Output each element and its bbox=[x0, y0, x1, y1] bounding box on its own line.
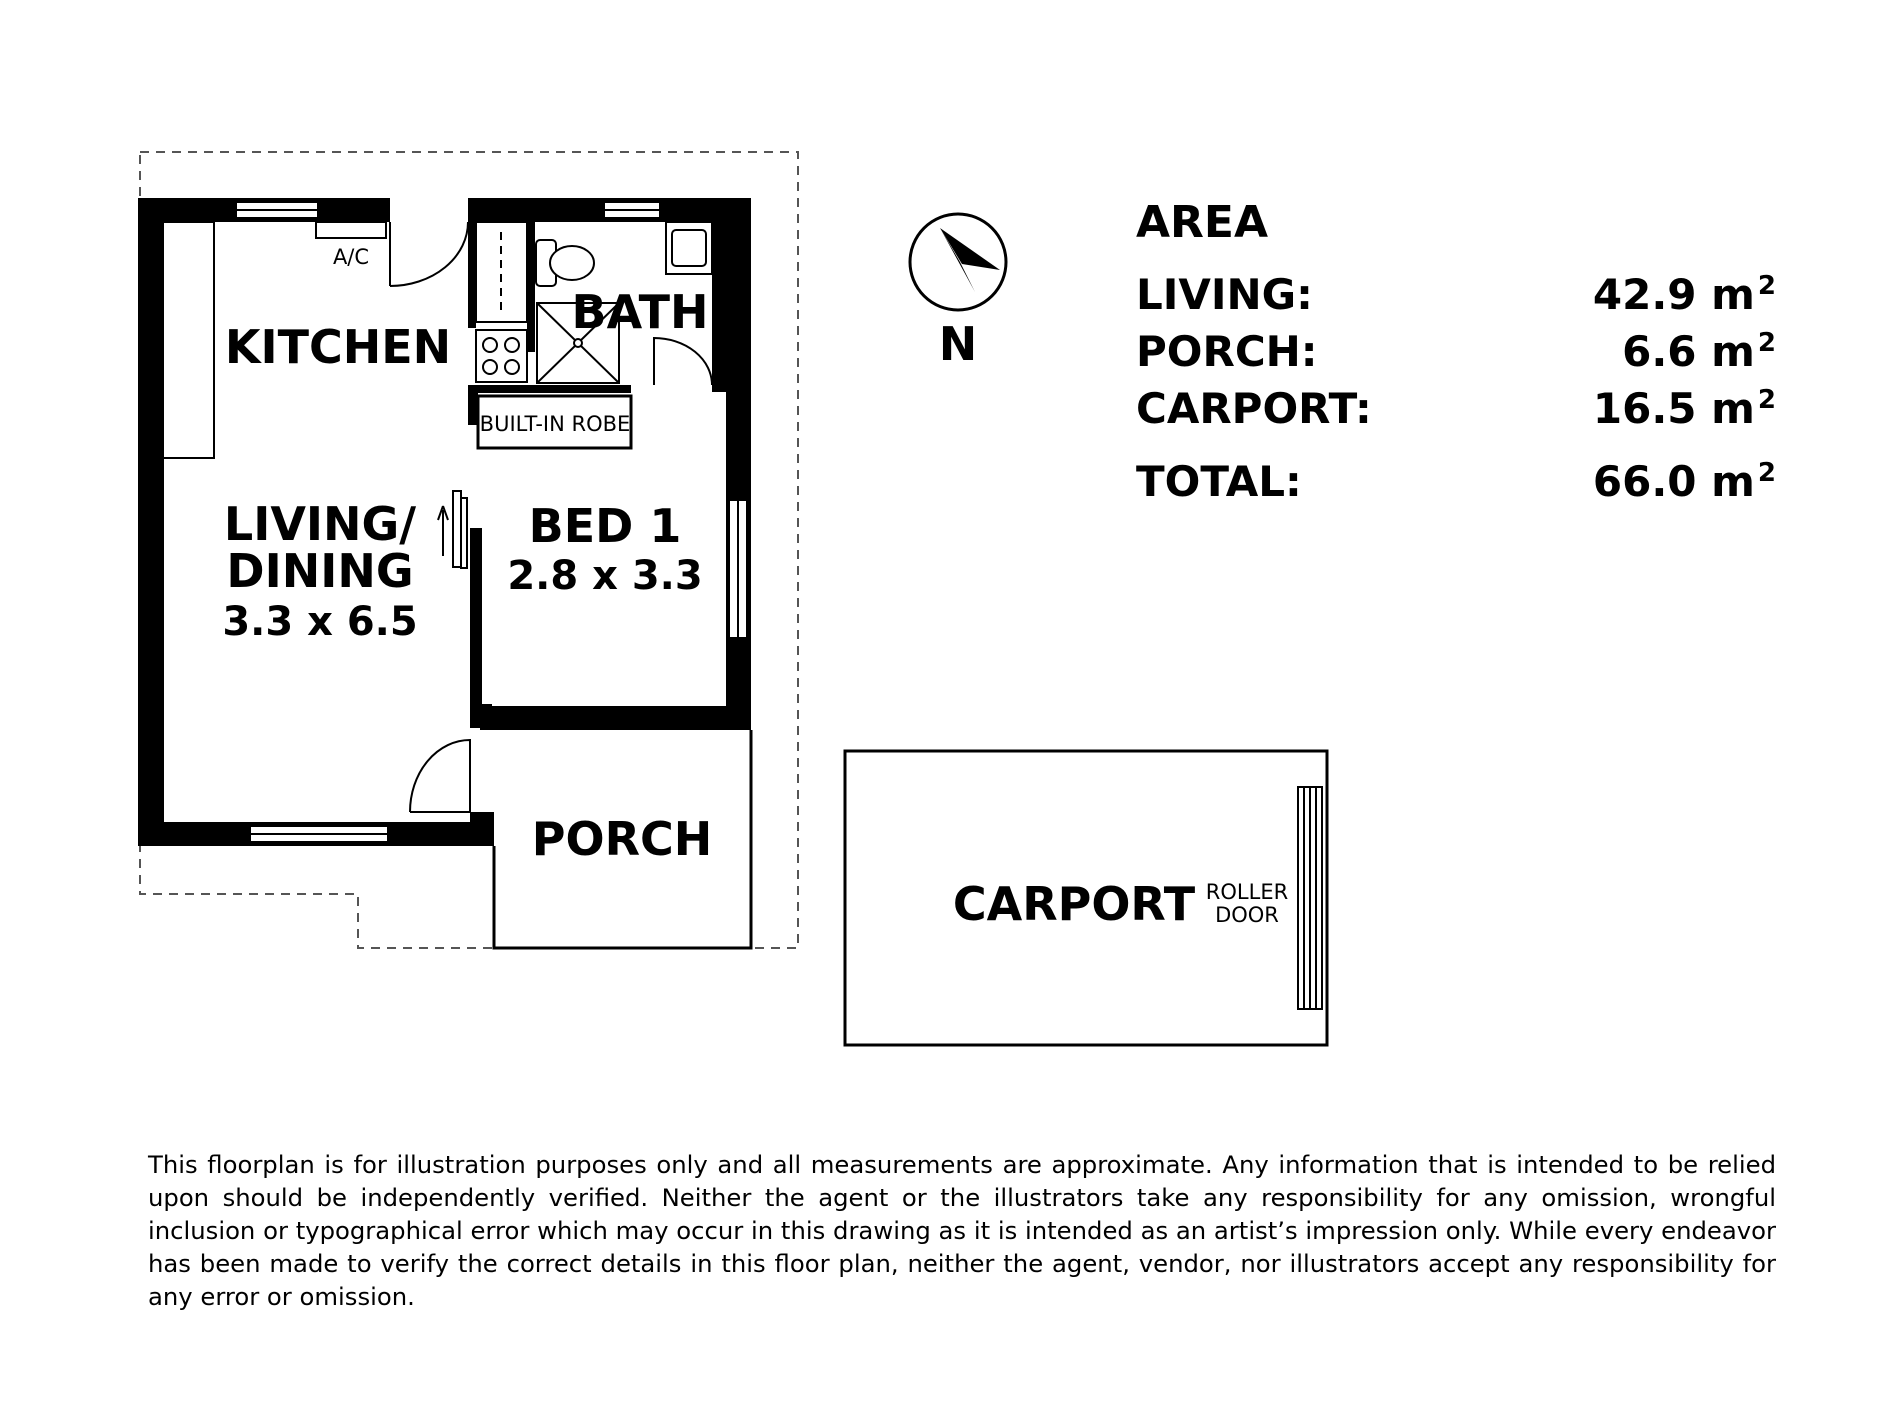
label-living: LIVING/ bbox=[223, 497, 417, 551]
area-title: AREA bbox=[1136, 197, 1269, 248]
area-label: PORCH: bbox=[1136, 327, 1318, 376]
label-ac: A/C bbox=[332, 245, 370, 269]
label-robe: BUILT-IN ROBE bbox=[479, 412, 631, 436]
compass-label: N bbox=[938, 317, 978, 371]
area-value: 66.0 m $^2$ bbox=[1592, 457, 1776, 506]
area-row-living bbox=[1136, 258, 1776, 319]
cooktop-icon bbox=[476, 330, 527, 382]
ac-unit bbox=[316, 222, 386, 238]
disclaimer-text: This floorplan is for illustration purposes only and all measurements are approximate. Any information that is intended to be relied upon should be independently verified. Neither the agent or the illustrators take any responsibility for any omission, wrongful inclusion or typographical error which may occur in this drawing as it is intended as an artist’s impression only. While every endeavor has been made to verify the correct details in this floor plan, neither the agent, vendor, nor illustrators accept any responsibility for any error or omission. bbox=[148, 1150, 1776, 1311]
label-dining: DINING bbox=[226, 544, 414, 598]
area-table bbox=[1136, 197, 1776, 506]
area-value: 16.5 m $^2$ bbox=[1592, 384, 1776, 433]
bed-sliding-door bbox=[438, 491, 467, 568]
area-label: CARPORT: bbox=[1136, 384, 1372, 433]
area-row-carport bbox=[1136, 372, 1776, 433]
label-bed-dims: 2.8 x 3.3 bbox=[507, 553, 703, 599]
label-kitchen: KITCHEN bbox=[224, 320, 452, 374]
roller-door-icon bbox=[1298, 787, 1322, 1009]
kitchen-bench bbox=[164, 222, 214, 458]
basin-icon bbox=[666, 222, 712, 274]
label-roller: ROLLER bbox=[1205, 880, 1289, 904]
label-door: DOOR bbox=[1215, 903, 1279, 927]
label-carport: CARPORT bbox=[952, 877, 1196, 931]
area-row-porch bbox=[1136, 315, 1776, 376]
area-label: TOTAL: bbox=[1136, 457, 1302, 506]
label-bath: BATH bbox=[571, 285, 709, 339]
toilet-icon bbox=[536, 240, 594, 286]
area-label: LIVING: bbox=[1136, 270, 1313, 319]
front-door bbox=[410, 740, 470, 812]
area-value: 6.6 m $^2$ bbox=[1622, 327, 1776, 376]
label-living-dims: 3.3 x 6.5 bbox=[222, 599, 418, 645]
kitchen-door bbox=[390, 222, 468, 286]
area-value: 42.9 m $^2$ bbox=[1592, 270, 1776, 319]
bath-door bbox=[654, 338, 712, 385]
area-row-total bbox=[1136, 445, 1776, 506]
label-bed: BED 1 bbox=[528, 499, 682, 553]
label-porch: PORCH bbox=[531, 812, 713, 866]
north-compass-icon bbox=[910, 214, 1006, 310]
